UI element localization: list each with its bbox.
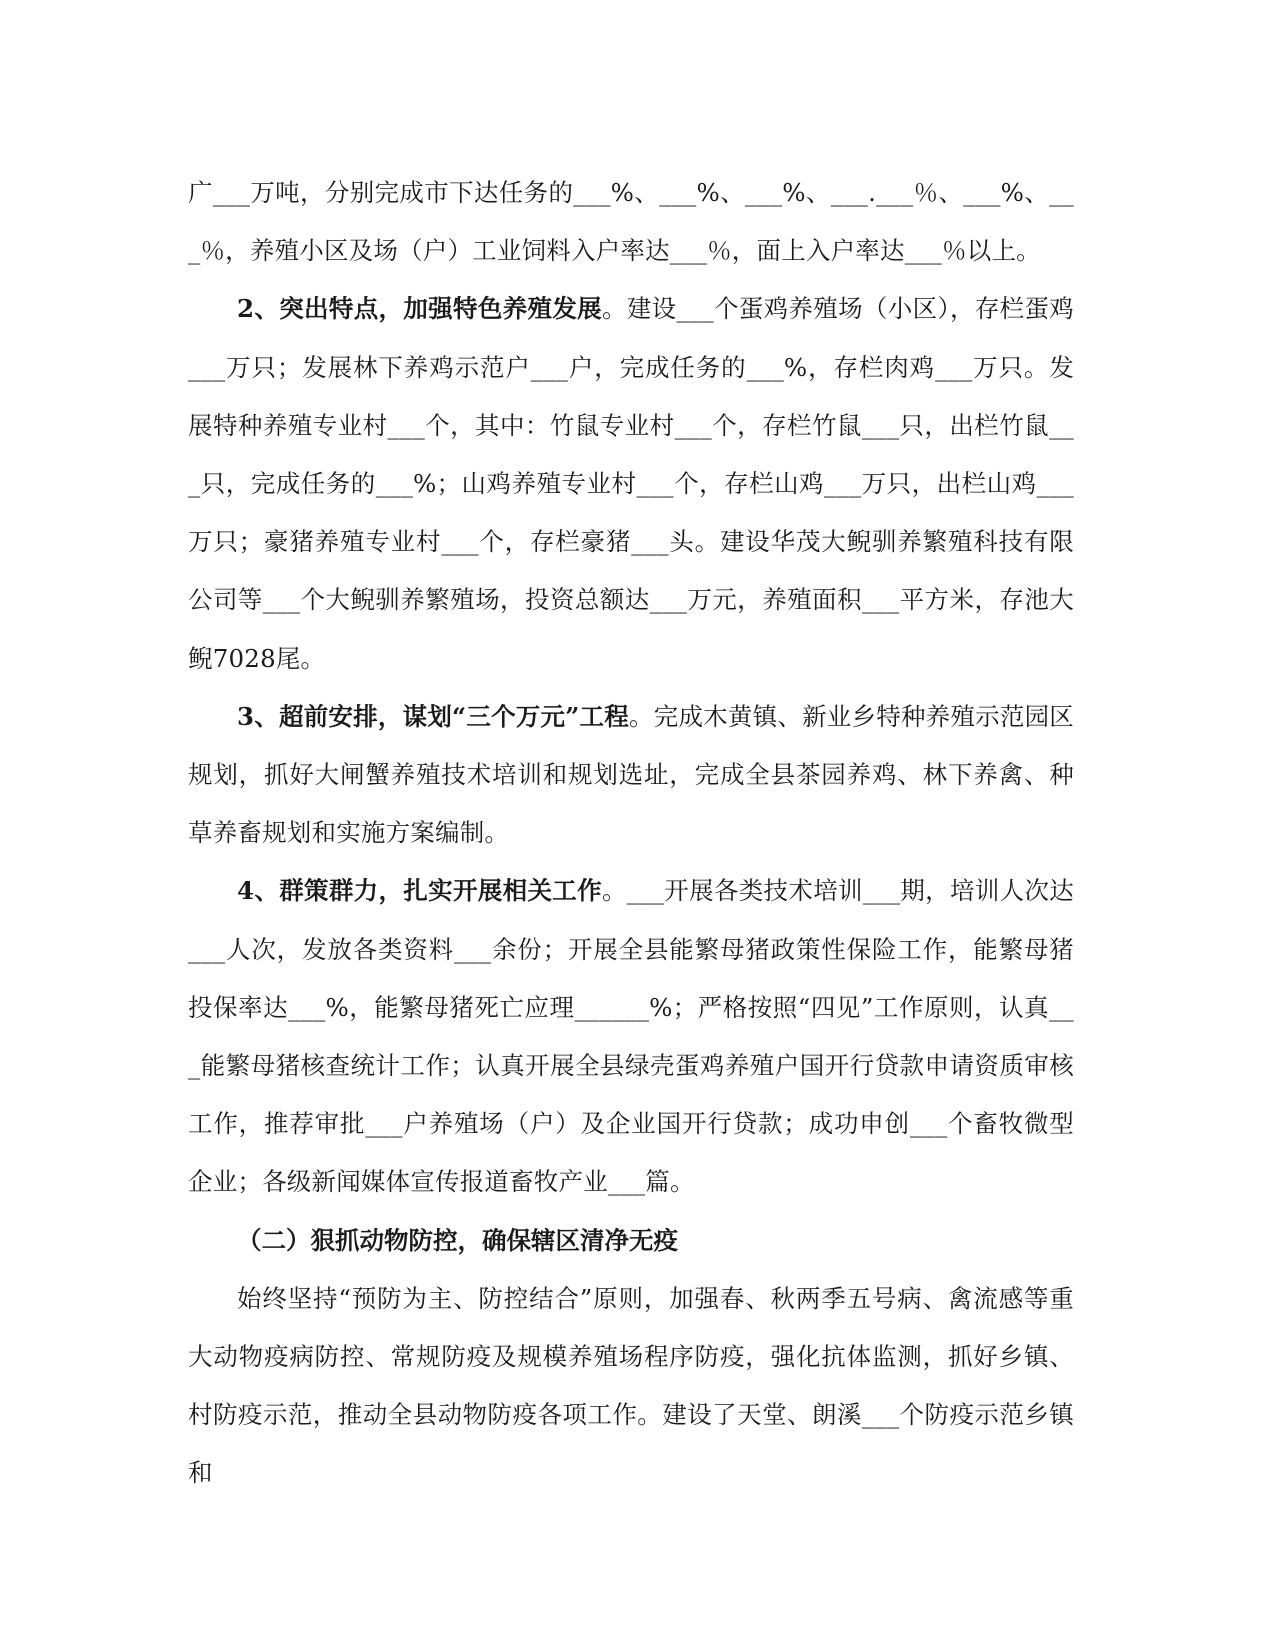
paragraph-lead: 4、群策群力，扎实开展相关工作: [237, 876, 602, 906]
paragraph-text: 。___开展各类技术培训___期，培训人次达___人次，发放各类资料___余份；开展全县能繁母猪政策性保险工作，能繁母猪投保率达___%，能繁母猪死亡应理______%；严格按照“四见”工作原则，认真___能繁母猪核查统计工作；认真开展全县绿壳蛋鸡养殖户国开行贷款申请资质审核工作，推荐审批___户养殖场（户）及企业国开行贷款；成功申创___个畜牧微型企业；各级新闻媒体宣传报道畜牧产业___篇。: [188, 876, 1075, 1197]
paragraph-feed-stats: [188, 164, 1074, 280]
paragraph-specialty-breeding: [188, 280, 1074, 687]
paragraph-related-work: [188, 862, 1074, 1211]
paragraph-text: 。建设___个蛋鸡养殖场（小区），存栏蛋鸡___万只；发展林下养鸡示范户___户，完成任务的___%，存栏肉鸡___万只。发展特种养殖专业村___个，其中：竹鼠专业村___个，存栏竹鼠___只，出栏竹鼠___只，完成任务的___%；山鸡养殖专业村___个，存栏山鸡___万只，出栏山鸡___万只；豪猪养殖专业村___个，存栏豪猪___头。建设华茂大鲵驯养繁殖科技有限公司等___个大鲵驯养繁殖场，投资总额达___万元，养殖面积___平方米，存池大鲵7028尾。: [188, 294, 1075, 673]
paragraph-disease-control: [188, 1270, 1074, 1503]
paragraph-lead: 2、突出特点，加强特色养殖发展: [237, 294, 602, 324]
paragraph-text: 。完成木黄镇、新业乡特种养殖示范园区规划，抓好大闸蟹养殖技术培训和规划选址，完成全县茶园养鸡、林下养禽、种草养畜规划和实施方案编制。: [188, 701, 1074, 848]
paragraph-text: 广___万吨，分别完成市下达任务的___%、___%、___%、___.___％、___%、___％，养殖小区及场（户）工业饲料入户率达___％，面上入户率达___％以上。: [188, 178, 1074, 266]
section-heading: （二）狠抓动物防控，确保辖区清净无疫: [237, 1225, 678, 1255]
document-body: [188, 164, 1074, 1503]
paragraph-lead: 3、超前安排，谋划“三个万元”工程: [237, 701, 630, 731]
paragraph-text: 始终坚持“预防为主、防控结合”原则，加强春、秋两季五号病、禽流感等重大动物疫病防控、常规防疫及规模养殖场程序防疫，强化抗体监测，抓好乡镇、村防疫示范，推动全县动物防疫各项工作。建设了天堂、朗溪___个防疫示范乡镇和: [188, 1283, 1074, 1488]
paragraph-three-projects: [188, 688, 1074, 863]
